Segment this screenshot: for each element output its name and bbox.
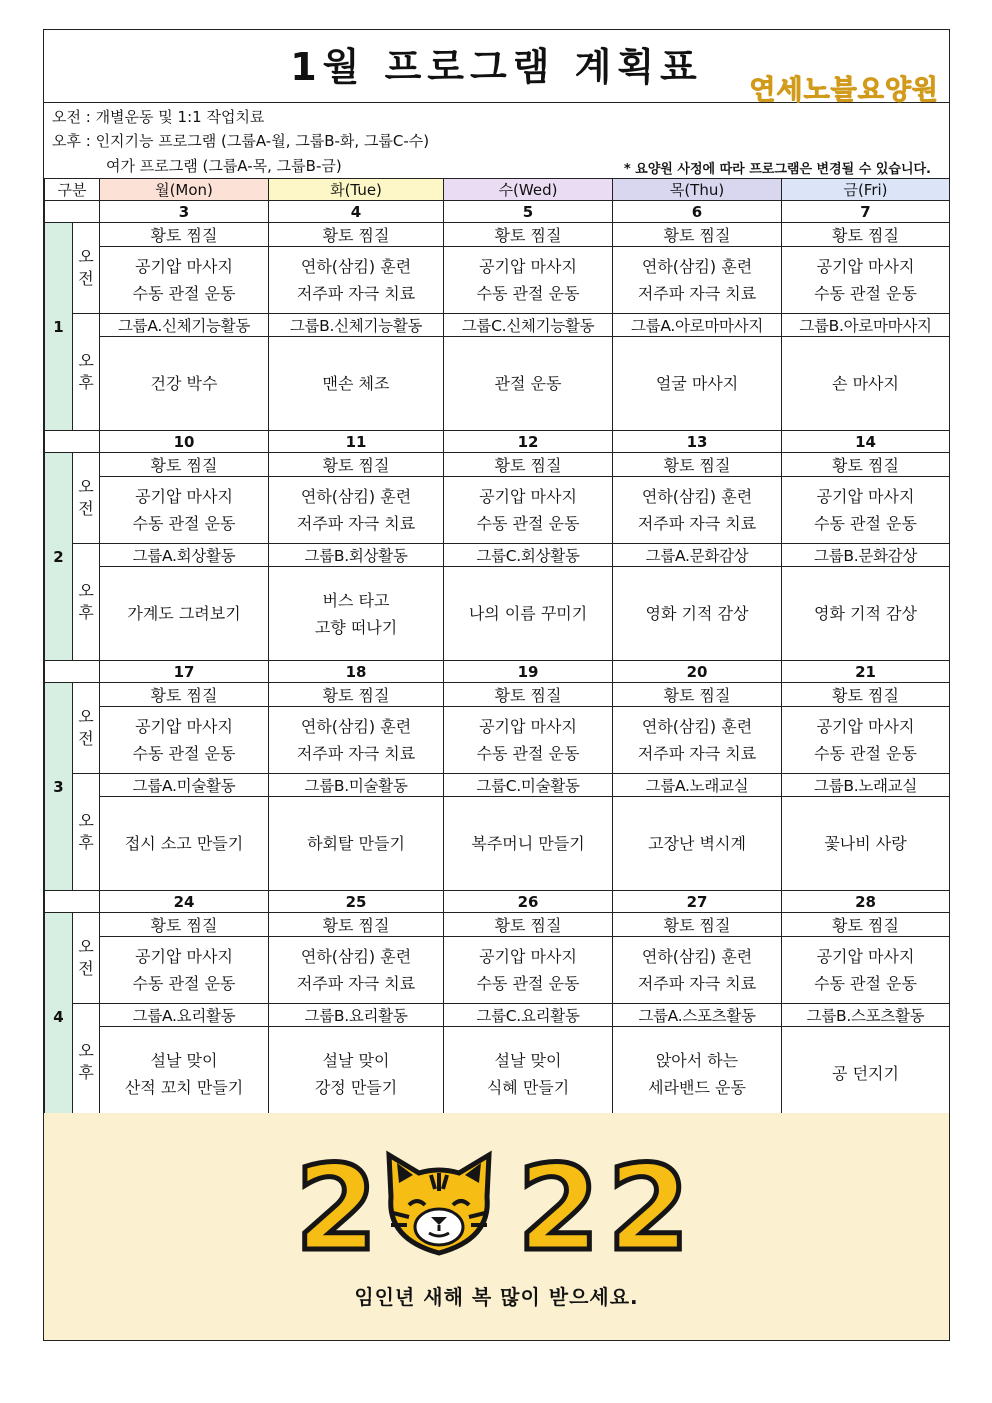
am-cell-wed xyxy=(444,937,613,1004)
am-line-2: 저주파 자극 치료 xyxy=(637,744,757,763)
am-line-2: 수동 관절 운동 xyxy=(814,514,917,533)
group-row xyxy=(45,314,950,337)
column-header-fri: 금(Fri) xyxy=(782,179,950,201)
note-warning: * 요양원 사정에 따라 프로그램은 변경될 수 있습니다. xyxy=(623,162,931,177)
am-line-1: 공기압 마사지 xyxy=(479,717,577,736)
pm-line-1: 맨손 체조 xyxy=(322,374,390,393)
hwangto-cell-mon: 황토 찜질 xyxy=(100,913,269,937)
am-line-1: 연하(삼킴) 훈련 xyxy=(300,257,412,276)
group-row xyxy=(45,774,950,797)
pm-activity-row xyxy=(45,1027,950,1121)
date-cell-fri: 28 xyxy=(782,891,950,913)
pm-cell-fri xyxy=(782,797,950,891)
date-cell-wed: 12 xyxy=(444,431,613,453)
hwangto-row xyxy=(45,683,950,707)
am-line-2: 수동 관절 운동 xyxy=(132,284,236,303)
am-cell-wed xyxy=(444,477,613,544)
period-am-label xyxy=(73,453,100,544)
hwangto-cell-tue: 황토 찜질 xyxy=(269,223,444,247)
am-line-2: 저주파 자극 치료 xyxy=(637,284,757,303)
pm-line-2: 식혜 만들기 xyxy=(486,1077,570,1097)
period-am-char-2: 전 xyxy=(78,729,94,748)
pm-cell-tue xyxy=(269,337,444,431)
am-line-1: 공기압 마사지 xyxy=(479,487,577,506)
date-row-blank xyxy=(45,201,100,223)
pm-line-1: 얼굴 마사지 xyxy=(655,374,739,393)
column-header-mon: 월(Mon) xyxy=(100,179,269,201)
date-cell-wed: 19 xyxy=(444,661,613,683)
hwangto-cell-tue: 황토 찜질 xyxy=(269,913,444,937)
pm-line-1: 버스 타고 xyxy=(322,590,390,610)
tiger-face-icon xyxy=(379,1149,499,1259)
group-cell-wed: 그룹C.미술활동 xyxy=(444,774,613,797)
date-cell-fri: 21 xyxy=(782,661,950,683)
pm-cell-thu xyxy=(613,1027,782,1121)
period-pm-char-1: 오 xyxy=(78,1041,94,1060)
pm-activity-row xyxy=(45,797,950,891)
pm-cell-tue xyxy=(269,797,444,891)
date-cell-thu: 27 xyxy=(613,891,782,913)
am-therapy-row xyxy=(45,937,950,1004)
title-row xyxy=(44,30,949,106)
date-cell-thu: 6 xyxy=(613,201,782,223)
date-cell-mon: 3 xyxy=(100,201,269,223)
hwangto-cell-wed: 황토 찜질 xyxy=(444,913,613,937)
period-pm-char-2: 후 xyxy=(78,603,94,622)
pm-cell-fri xyxy=(782,337,950,431)
group-cell-mon: 그룹A.신체기능활동 xyxy=(100,314,269,337)
period-pm-char-2: 후 xyxy=(78,1063,94,1082)
pm-cell-thu xyxy=(613,567,782,661)
hwangto-cell-fri: 황토 찜질 xyxy=(782,683,950,707)
am-cell-thu xyxy=(613,247,782,314)
hwangto-cell-tue: 황토 찜질 xyxy=(269,453,444,477)
pm-line-1: 접시 소고 만들기 xyxy=(124,834,244,853)
date-cell-mon: 17 xyxy=(100,661,269,683)
pm-line-1: 손 마사지 xyxy=(832,374,899,393)
date-row xyxy=(45,661,950,683)
date-cell-thu: 20 xyxy=(613,661,782,683)
date-row-blank xyxy=(45,431,100,453)
group-cell-tue: 그룹B.미술활동 xyxy=(269,774,444,797)
hwangto-cell-fri: 황토 찜질 xyxy=(782,913,950,937)
am-cell-fri xyxy=(782,937,950,1004)
header-row xyxy=(45,179,950,201)
am-line-1: 연하(삼킴) 훈련 xyxy=(300,947,412,966)
week-number: 2 xyxy=(45,453,73,661)
note-pm: 오후 : 인지기능 프로그램 (그룹A-월, 그룹B-화, 그룹C-수) xyxy=(52,132,430,150)
period-am-char-1: 오 xyxy=(78,707,94,726)
pm-cell-thu xyxy=(613,337,782,431)
am-line-1: 공기압 마사지 xyxy=(816,257,915,276)
pm-line-1: 설날 맞이 xyxy=(150,1050,218,1070)
hwangto-cell-wed: 황토 찜질 xyxy=(444,453,613,477)
pm-line-1: 나의 이름 꾸미기 xyxy=(468,604,588,623)
period-pm-label xyxy=(73,544,100,661)
hwangto-row xyxy=(45,453,950,477)
am-line-1: 공기압 마사지 xyxy=(479,257,577,276)
hwangto-cell-wed: 황토 찜질 xyxy=(444,683,613,707)
period-pm-char-1: 오 xyxy=(78,811,94,830)
hwangto-cell-mon: 황토 찜질 xyxy=(100,453,269,477)
am-cell-wed xyxy=(444,247,613,314)
pm-line-1: 복주머니 만들기 xyxy=(471,834,585,853)
am-line-2: 수동 관절 운동 xyxy=(132,744,236,763)
period-am-char-1: 오 xyxy=(78,937,94,956)
date-cell-mon: 24 xyxy=(100,891,269,913)
date-cell-wed: 5 xyxy=(444,201,613,223)
am-cell-mon xyxy=(100,937,269,1004)
pm-cell-wed xyxy=(444,337,613,431)
year-right: 22 xyxy=(517,1139,698,1277)
period-am-char-1: 오 xyxy=(78,477,94,496)
date-cell-mon: 10 xyxy=(100,431,269,453)
period-pm-label xyxy=(73,774,100,891)
group-cell-thu: 그룹A.문화감상 xyxy=(613,544,782,567)
period-am-char-2: 전 xyxy=(78,499,94,518)
pm-line-1: 영화 기적 감상 xyxy=(645,604,749,623)
pm-activity-row xyxy=(45,567,950,661)
am-line-2: 저주파 자극 치료 xyxy=(296,514,416,533)
column-header-thu: 목(Thu) xyxy=(613,179,782,201)
am-therapy-row xyxy=(45,247,950,314)
period-am-char-2: 전 xyxy=(78,269,94,288)
date-row-blank xyxy=(45,891,100,913)
week-number: 3 xyxy=(45,683,73,891)
am-line-1: 공기압 마사지 xyxy=(135,487,233,506)
pm-cell-wed xyxy=(444,797,613,891)
pm-line-1: 고장난 벽시계 xyxy=(648,834,746,853)
am-line-2: 수동 관절 운동 xyxy=(814,284,917,303)
group-cell-tue: 그룹B.요리활동 xyxy=(269,1004,444,1027)
group-cell-fri: 그룹B.스포츠활동 xyxy=(782,1004,950,1027)
pm-cell-fri xyxy=(782,1027,950,1121)
am-line-1: 공기압 마사지 xyxy=(816,487,915,506)
am-line-2: 저주파 자극 치료 xyxy=(296,744,416,763)
am-cell-wed xyxy=(444,707,613,774)
am-line-1: 공기압 마사지 xyxy=(479,947,577,966)
pm-cell-mon xyxy=(100,567,269,661)
period-am-char-1: 오 xyxy=(78,247,94,266)
group-cell-thu: 그룹A.노래교실 xyxy=(613,774,782,797)
date-cell-thu: 13 xyxy=(613,431,782,453)
group-cell-mon: 그룹A.요리활동 xyxy=(100,1004,269,1027)
am-cell-mon xyxy=(100,707,269,774)
am-cell-fri xyxy=(782,477,950,544)
am-line-2: 수동 관절 운동 xyxy=(132,974,236,993)
date-cell-tue: 11 xyxy=(269,431,444,453)
pm-cell-mon xyxy=(100,337,269,431)
hwangto-cell-fri: 황토 찜질 xyxy=(782,223,950,247)
am-line-1: 공기압 마사지 xyxy=(816,947,915,966)
new-year-banner xyxy=(44,1113,949,1340)
date-cell-tue: 18 xyxy=(269,661,444,683)
am-line-1: 공기압 마사지 xyxy=(135,947,233,966)
hwangto-cell-wed: 황토 찜질 xyxy=(444,223,613,247)
group-cell-wed: 그룹C.요리활동 xyxy=(444,1004,613,1027)
pm-cell-tue xyxy=(269,1027,444,1121)
pm-line-2: 산적 꼬치 만들기 xyxy=(124,1077,244,1097)
pm-line-1: 가계도 그려보기 xyxy=(127,604,241,623)
pm-line-1: 건강 박수 xyxy=(150,374,218,393)
pm-cell-fri xyxy=(782,567,950,661)
period-am-label xyxy=(73,913,100,1004)
pm-cell-wed xyxy=(444,1027,613,1121)
hwangto-cell-thu: 황토 찜질 xyxy=(613,223,782,247)
pm-line-1: 설날 맞이 xyxy=(494,1050,562,1070)
am-line-2: 수동 관절 운동 xyxy=(476,284,580,303)
period-pm-char-1: 오 xyxy=(78,351,94,370)
hwangto-cell-thu: 황토 찜질 xyxy=(613,683,782,707)
group-cell-wed: 그룹C.회상활동 xyxy=(444,544,613,567)
group-cell-tue: 그룹B.신체기능활동 xyxy=(269,314,444,337)
date-row-blank xyxy=(45,661,100,683)
page-title: 1월 프로그램 계획표 xyxy=(290,45,703,89)
group-cell-fri: 그룹B.아로마마사지 xyxy=(782,314,950,337)
am-cell-thu xyxy=(613,937,782,1004)
schedule-table xyxy=(44,178,950,1121)
notes-section xyxy=(44,102,949,178)
hwangto-cell-thu: 황토 찜질 xyxy=(613,913,782,937)
pm-line-1: 공 던지기 xyxy=(832,1064,899,1083)
period-am-label xyxy=(73,223,100,314)
am-line-2: 저주파 자극 치료 xyxy=(637,974,757,993)
group-cell-fri: 그룹B.문화감상 xyxy=(782,544,950,567)
greeting-text: 임인년 새해 복 많이 받으세요. xyxy=(354,1285,639,1309)
pm-line-2: 강정 만들기 xyxy=(314,1077,398,1097)
am-line-2: 수동 관절 운동 xyxy=(814,974,917,993)
am-line-1: 공기압 마사지 xyxy=(135,257,233,276)
week-number: 4 xyxy=(45,913,73,1121)
period-pm-char-2: 후 xyxy=(78,833,94,852)
hwangto-row xyxy=(45,223,950,247)
am-cell-tue xyxy=(269,477,444,544)
program-sheet xyxy=(43,29,950,1341)
am-cell-tue xyxy=(269,247,444,314)
date-cell-fri: 7 xyxy=(782,201,950,223)
group-cell-tue: 그룹B.회상활동 xyxy=(269,544,444,567)
am-cell-tue xyxy=(269,937,444,1004)
group-cell-fri: 그룹B.노래교실 xyxy=(782,774,950,797)
year-left: 2 xyxy=(295,1139,386,1277)
am-cell-fri xyxy=(782,247,950,314)
pm-cell-wed xyxy=(444,567,613,661)
group-row xyxy=(45,544,950,567)
date-row xyxy=(45,891,950,913)
am-line-2: 저주파 자극 치료 xyxy=(637,514,757,533)
pm-cell-thu xyxy=(613,797,782,891)
am-line-1: 공기압 마사지 xyxy=(816,717,915,736)
am-cell-thu xyxy=(613,707,782,774)
period-pm-label xyxy=(73,1004,100,1121)
group-cell-mon: 그룹A.미술활동 xyxy=(100,774,269,797)
am-line-2: 수동 관절 운동 xyxy=(814,744,917,763)
column-header-wed: 수(Wed) xyxy=(444,179,613,201)
am-line-2: 저주파 자극 치료 xyxy=(296,284,416,303)
date-row xyxy=(45,201,950,223)
pm-activity-row xyxy=(45,337,950,431)
facility-name: 연세노블요양원 xyxy=(749,75,939,106)
am-line-2: 수동 관절 운동 xyxy=(476,744,580,763)
am-line-2: 수동 관절 운동 xyxy=(132,514,236,533)
pm-line-1: 설날 맞이 xyxy=(322,1050,390,1070)
hwangto-cell-mon: 황토 찜질 xyxy=(100,683,269,707)
date-row xyxy=(45,431,950,453)
am-line-1: 연하(삼킴) 훈련 xyxy=(300,487,412,506)
date-cell-fri: 14 xyxy=(782,431,950,453)
date-cell-wed: 26 xyxy=(444,891,613,913)
period-pm-char-1: 오 xyxy=(78,581,94,600)
am-line-1: 연하(삼킴) 훈련 xyxy=(641,487,753,506)
period-am-label xyxy=(73,683,100,774)
group-cell-thu: 그룹A.아로마마사지 xyxy=(613,314,782,337)
am-line-2: 수동 관절 운동 xyxy=(476,514,580,533)
am-line-2: 수동 관절 운동 xyxy=(476,974,580,993)
pm-cell-tue xyxy=(269,567,444,661)
am-therapy-row xyxy=(45,477,950,544)
pm-cell-mon xyxy=(100,797,269,891)
week-number: 1 xyxy=(45,223,73,431)
pm-line-2: 세라밴드 운동 xyxy=(648,1077,746,1097)
am-line-1: 연하(삼킴) 훈련 xyxy=(300,717,412,736)
group-cell-mon: 그룹A.회상활동 xyxy=(100,544,269,567)
am-line-2: 저주파 자극 치료 xyxy=(296,974,416,993)
period-pm-label xyxy=(73,314,100,431)
hwangto-cell-fri: 황토 찜질 xyxy=(782,453,950,477)
hwangto-cell-thu: 황토 찜질 xyxy=(613,453,782,477)
pm-line-2: 고향 떠나기 xyxy=(314,617,398,637)
column-header-gubun: 구분 xyxy=(45,179,100,201)
am-line-1: 공기압 마사지 xyxy=(135,717,233,736)
am-cell-fri xyxy=(782,707,950,774)
pm-cell-mon xyxy=(100,1027,269,1121)
am-therapy-row xyxy=(45,707,950,774)
group-cell-thu: 그룹A.스포츠활동 xyxy=(613,1004,782,1027)
note-am: 오전 : 개별운동 및 1:1 작업치료 xyxy=(52,108,265,126)
am-line-1: 연하(삼킴) 훈련 xyxy=(641,257,753,276)
am-line-1: 연하(삼킴) 훈련 xyxy=(641,717,753,736)
am-cell-tue xyxy=(269,707,444,774)
hwangto-cell-tue: 황토 찜질 xyxy=(269,683,444,707)
group-row xyxy=(45,1004,950,1027)
pm-line-1: 관절 운동 xyxy=(494,374,562,393)
date-cell-tue: 4 xyxy=(269,201,444,223)
note-leisure: 여가 프로그램 (그룹A-목, 그룹B-금) xyxy=(106,157,342,175)
hwangto-cell-mon: 황토 찜질 xyxy=(100,223,269,247)
date-cell-tue: 25 xyxy=(269,891,444,913)
pm-line-1: 하회탈 만들기 xyxy=(307,834,405,853)
period-am-char-2: 전 xyxy=(78,959,94,978)
pm-line-1: 영화 기적 감상 xyxy=(814,604,917,623)
hwangto-row xyxy=(45,913,950,937)
column-header-tue: 화(Tue) xyxy=(269,179,444,201)
am-cell-thu xyxy=(613,477,782,544)
am-cell-mon xyxy=(100,247,269,314)
period-pm-char-2: 후 xyxy=(78,373,94,392)
am-line-1: 연하(삼킴) 훈련 xyxy=(641,947,753,966)
pm-line-1: 꽃나비 사랑 xyxy=(824,834,907,853)
group-cell-wed: 그룹C.신체기능활동 xyxy=(444,314,613,337)
pm-line-1: 앉아서 하는 xyxy=(655,1050,739,1070)
am-cell-mon xyxy=(100,477,269,544)
